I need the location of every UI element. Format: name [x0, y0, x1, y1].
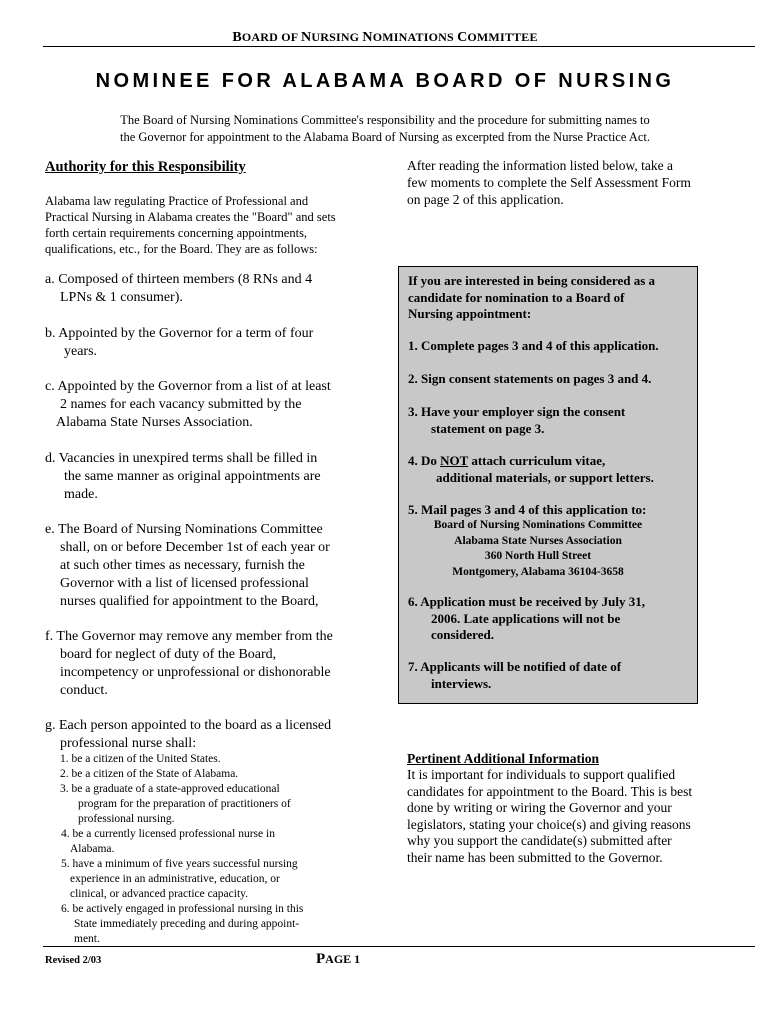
page-title: NOMINEE FOR ALABAMA BOARD OF NURSING	[95, 70, 675, 92]
revision-date: Revised 2/03	[45, 955, 102, 966]
requirement-a: a. Composed of thirteen members (8 RNs and 4 LPNs & 1 consumer).	[45, 272, 313, 305]
requirement-b: b. Appointed by the Governor for a term of four years.	[45, 326, 314, 359]
committee-header: BOARD OF NURSING NOMINATIONS COMMITTEE	[232, 30, 538, 45]
requirement-c: c. Appointed by the Governor from a list of at least 2 names for each vacancy submitted by the Alabama State Nurses Association.	[45, 379, 331, 430]
step-1: 1. Complete pages 3 and 4 of this application.	[408, 338, 659, 353]
pertinent-heading: Pertinent Additional Information	[407, 751, 600, 766]
step-6: 6. Application must be received by July 31, 2006. Late applications will not be considered.	[408, 594, 646, 642]
requirement-e: e. The Board of Nursing Nominations Committee shall, on or before December 1st of each year or at such other times as necessary, furnish the Governor with a list of licensed professional nurses qualified for appointment to the Board,	[45, 522, 330, 609]
step-2: 2. Sign consent statements on pages 3 and 4.	[408, 371, 652, 386]
step-4: 4. Do NOT attach curriculum vitae, additional materials, or support letters.	[408, 453, 654, 485]
requirement-g: g. Each person appointed to the board as a licensed professional nurse shall:	[45, 718, 332, 751]
header-rule	[43, 46, 755, 47]
nurse-qualifications-list: 1. be a citizen of the United States. 2. be a citizen of the State of Alabama. 3. be a graduate of a state-approved educational program for the preparation of practitioners of professional nursing. 4. be a currently licensed professional nurse in Alabama. 5. have a minimum of five years successful nursing experience in an administrative, education, or clinical, or advanced practice capacity. 6. be actively engaged in professional nursing in this State immediately preceding and during appoint- ment.	[60, 753, 304, 945]
law-description: Alabama law regulating Practice of Professional and Practical Nursing in Alabama creates the "Board" and sets forth certain requirements concerning appointments, qualifications, etc., for the Board. They are as follows:	[45, 194, 336, 256]
requirement-d: d. Vacancies in unexpired terms shall be filled in the same manner as original appointments are made.	[45, 451, 321, 502]
step-5: 5. Mail pages 3 and 4 of this application to:	[408, 502, 647, 517]
page-number: PAGE 1	[316, 951, 361, 967]
requirement-f: f. The Governor may remove any member from the board for neglect of duty of the Board, incompetency or unprofessional or dishonorable conduct.	[45, 629, 333, 698]
step-3: 3. Have your employer sign the consent statement on page 3.	[408, 404, 626, 436]
step-7: 7. Applicants will be notified of date of interviews.	[408, 659, 622, 691]
intro-paragraph: The Board of Nursing Nominations Committee's responsibility and the procedure for submitting names to the Governor for appointment to the Alabama Board of Nursing as excerpted from the Nurse Practice Act.	[119, 113, 651, 144]
box-heading: If you are interested in being considered as a candidate for nomination to a Board of Nursing appointment:	[408, 273, 656, 321]
footer-rule	[43, 946, 755, 947]
authority-heading: Authority for this Responsibility	[45, 159, 246, 175]
self-assessment-note: After reading the information listed below, take a few moments to complete the Self Assessment Form on page 2 of this application.	[407, 158, 691, 207]
pertinent-paragraph: It is important for individuals to support qualified candidates for appointment to the Board. This is best done by writing or wiring the Governor and your legislators, stating your choice(s) and giving reasons why you support the candidate(s) submitted after their name has been submitted to the Governor.	[407, 767, 693, 865]
mailing-address: Board of Nursing Nominations Committee Alabama State Nurses Association 360 North Hull Street Montgomery, Alabama 36104-3658	[433, 519, 643, 578]
